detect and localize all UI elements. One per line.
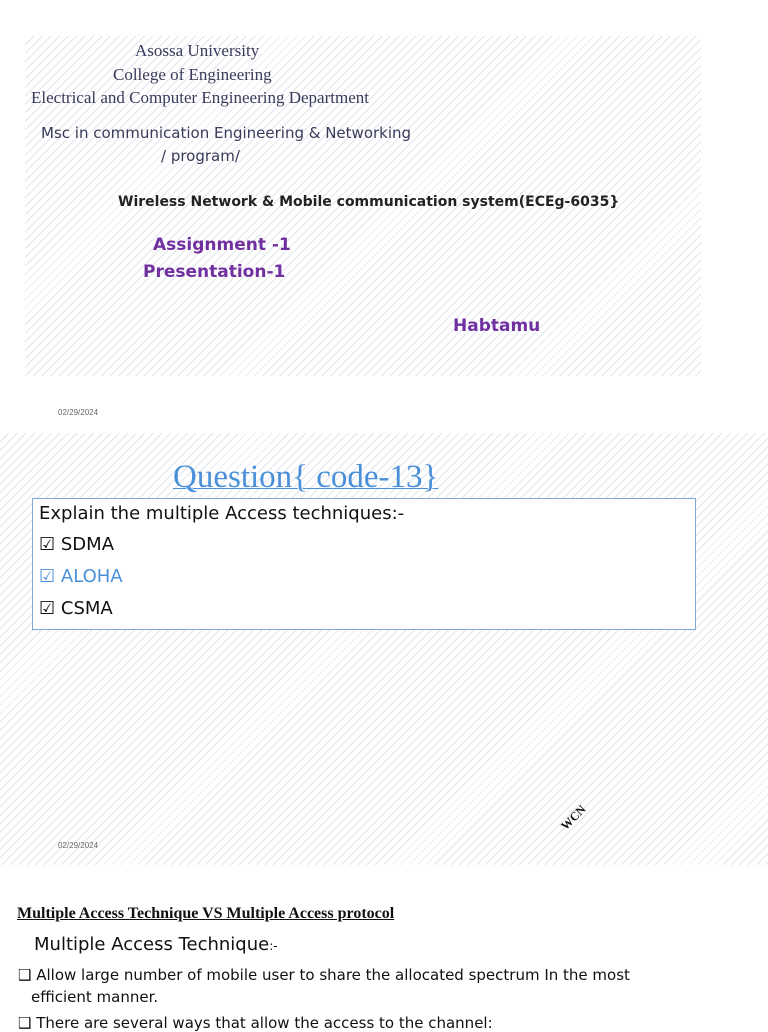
wcn-watermark: WCN [558, 802, 589, 833]
bullet-1-continued: efficient manner. [31, 988, 159, 1006]
question-intro: Explain the multiple Access techniques:- [39, 503, 405, 524]
square-bullet-icon: ❑ [18, 1014, 32, 1032]
title-slide [25, 36, 701, 376]
presentation-label: Presentation-1 [143, 262, 286, 282]
checkbox-icon: ☑ [39, 598, 56, 619]
list-item [39, 598, 113, 619]
slide1-date: 02/29/2024 [58, 408, 99, 417]
program-line2: / program/ [161, 147, 240, 165]
assignment-label: Assignment -1 [153, 235, 291, 255]
course-title: Wireless Network & Mobile communication system(ECEg-6035} [118, 194, 620, 210]
checkbox-icon: ☑ [39, 534, 56, 555]
item-label: CSMA [60, 598, 113, 619]
slide2-date: 02/29/2024 [58, 841, 99, 850]
question-box [32, 498, 696, 630]
question-slide [0, 433, 768, 865]
question-title: Question{ code-13} [173, 459, 439, 495]
item-label: SDMA [60, 534, 115, 555]
author-name: Habtamu [453, 316, 541, 336]
university-name: Asossa University [135, 41, 260, 60]
college-name: College of Engineering [113, 65, 272, 84]
comparison-slide [0, 880, 768, 1032]
item-label: ALOHA [60, 566, 123, 587]
checkbox-icon: ☑ [39, 566, 56, 587]
program-line1: Msc in communication Engineering & Networking [41, 124, 412, 142]
department-name: Electrical and Computer Engineering Department [31, 88, 369, 107]
bullet-1: ❑ Allow large number of mobile user to share the allocated spectrum In the most [18, 966, 630, 984]
subheading: Multiple Access Technique:- [34, 934, 278, 955]
content-box [12, 932, 674, 1032]
list-item [39, 566, 123, 587]
bullet-2: ❑ There are several ways that allow the access to the channel: [18, 1014, 493, 1032]
square-bullet-icon: ❑ [18, 966, 32, 984]
slide3-heading: Multiple Access Technique VS Multiple Access protocol [17, 905, 395, 922]
list-item [39, 534, 114, 555]
